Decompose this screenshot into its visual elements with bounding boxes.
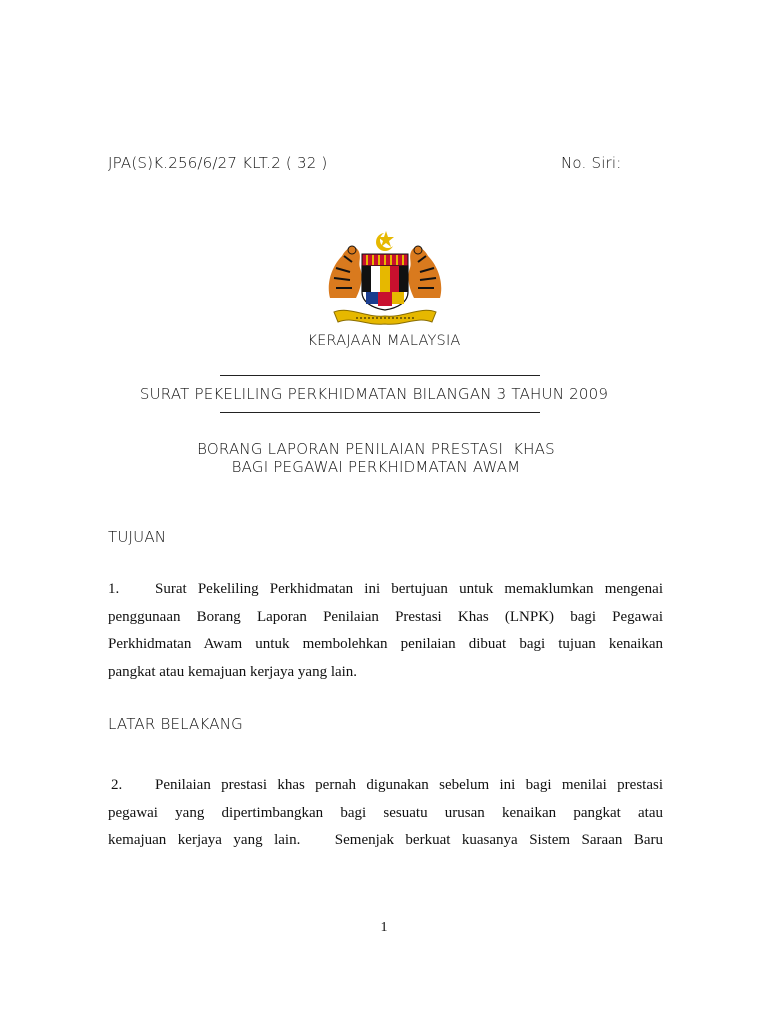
document-title-line-1: BORANG LAPORAN PENILAIAN PRESTASI KHAS — [197, 440, 555, 458]
document-title-line-2: BAGI PEGAWAI PERKHIDMATAN AWAM — [231, 458, 521, 476]
paragraph-number: 2. — [111, 777, 123, 793]
paragraph-1 — [108, 576, 663, 686]
divider-bottom — [220, 412, 540, 413]
paragraph-text: Penilaian prestasi khas pernah digunakan sebelum ini bagi menilai prestasi — [155, 777, 663, 793]
divider-top — [220, 375, 540, 376]
paragraph-2-line-3: kemajuan kerjaya yang lain. Semenjak berkuat kuasanya Sistem Saraan Baru — [108, 832, 663, 848]
circular-title: SURAT PEKELILING PERKHIDMATAN BILANGAN 3 TAHUN 2009 — [139, 385, 609, 403]
paragraph-1-line-1 — [108, 576, 663, 604]
paragraph-text: Surat Pekeliling Perkhidmatan ini bertujuan untuk memaklumkan mengenai — [155, 581, 663, 597]
paragraph-2-line-1 — [108, 772, 663, 800]
paragraph-2 — [108, 772, 663, 855]
page-number: 1 — [380, 920, 388, 935]
paragraph-1-line-4: pangkat atau kemajuan kerjaya yang lain. — [108, 663, 358, 680]
paragraph-number: 1. — [108, 581, 120, 597]
section-heading-latar-belakang: LATAR BELAKANG — [108, 715, 243, 733]
reference-number: JPA(S)K.256/6/27 KLT.2 ( 32 ) — [108, 154, 328, 172]
paragraph-1-line-2: penggunaan Borang Laporan Penilaian Prestasi Khas (LNPK) bagi Pegawai — [108, 608, 663, 625]
serial-number-label: No. Siri: — [561, 154, 622, 172]
paragraph-1-line-3: Perkhidmatan Awam untuk membolehkan penilaian dibuat bagi tujuan kenaikan — [108, 636, 663, 652]
government-name: KERAJAAN MALAYSIA — [307, 333, 461, 349]
malaysia-coat-of-arms-icon — [320, 228, 450, 328]
paragraph-2-line-2: pegawai yang dipertimbangkan bagi sesuatu urusan kenaikan pangkat atau — [108, 804, 663, 821]
section-heading-tujuan: TUJUAN — [108, 528, 167, 546]
